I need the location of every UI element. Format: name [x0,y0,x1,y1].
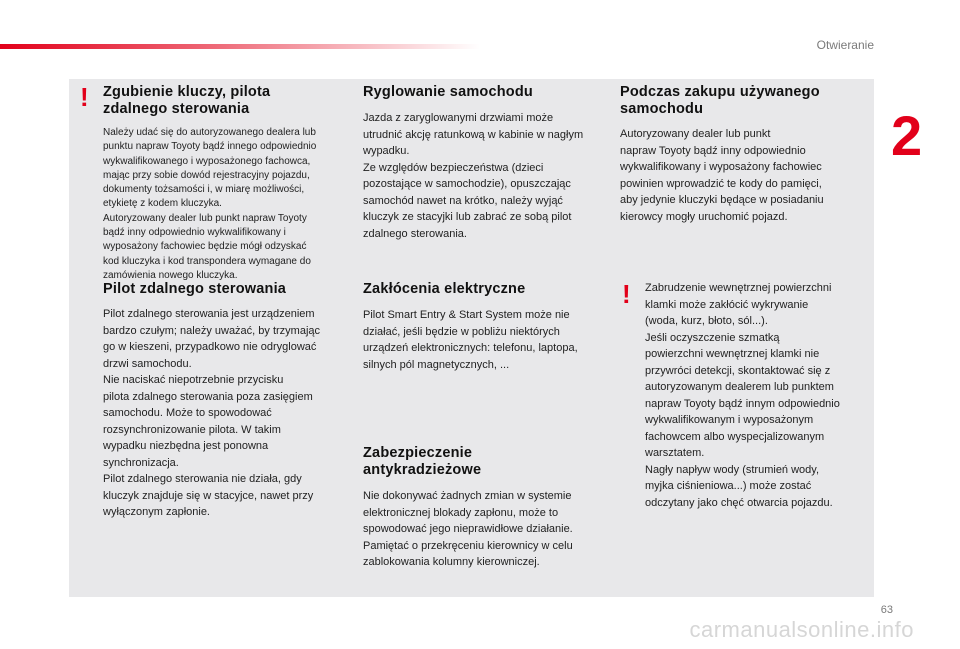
block-text: Pilot zdalnego sterowania jest urządzeniem bardzo czułym; należy uważać, by trzymając go w kieszeni, przypadkowo nie odryglować drzwi samochodu. Nie naciskać niepotrzebnie przycisku pilota zdalnego sterowania poza zasięgiem samochodu. Może to spowodować rozsynchronizowanie pilota. W takim wypadku niezbędna jest ponowna synchronizacja. Pilot zdalnego sterowania nie działa, gdy kluczyk znajduje się w stacyjce, nawet przy wyłączonym zapłonie. [103,308,321,518]
chapter-number: 2 [891,104,923,167]
warning-icon: ! [622,279,631,309]
block-handle-warning [645,280,867,511]
watermark: carmanualsonline.info [689,617,914,642]
block-anti-theft [363,445,613,571]
block-title: Zakłócenia elektryczne [363,281,526,297]
block-title: Ryglowanie samochodu [363,84,533,100]
block-title: Zgubienie kluczy, pilota zdalnego sterowania [103,84,271,117]
block-text: Należy udać się do autoryzowanego dealera lub punktu napraw Toyoty bądź innego odpowiednio wykwalifikowanego i wyposażonego fachowca, mając przy sobie dowód rejestracyjny pojazdu, dokumenty tożsamości i, w miarę możliwości, etykietę z kodem kluczyka. Autoryzowany dealer lub punkt napraw Toyoty bądź inny odpowiednio wykwalifikowany i wyposażony fachowiec będzie mógł odzyskać kod kluczyka i kod transpondera wymagane do zamówienia nowego kluczyka. [103,127,317,281]
block-text: Pilot Smart Entry & Start System może nie działać, jeśli będzie w pobliżu niektórych urządzeń elektronicznych: telefonu, laptopa, silnych pól magnetycznych, ... [363,309,578,371]
block-locking [363,84,613,242]
block-lost-keys [103,84,348,283]
block-title: Podczas zakupu używanego samochodu [620,84,820,117]
block-used-car [620,84,860,225]
header-accent-bar [0,44,480,49]
warning-icon: ! [80,82,89,112]
block-text: Nie dokonywać żadnych zmian w systemie elektronicznej blokady zapłonu, może to spowodować jego nieprawidłowe działanie. Pamiętać o przekręceniu kierownicy w celu zablokowania kolumny kierowniczej. [363,490,573,568]
section-title: Otwieranie [816,38,874,52]
block-text: Autoryzowany dealer lub punkt napraw Toyoty bądź inny odpowiednio wykwalifikowany i wyposażony fachowiec powinien wprowadzić te kody do pamięci, aby jedynie kluczyki będące w posiadaniu kierowcy mogły uruchomić pojazd. [620,128,824,223]
block-title: Pilot zdalnego sterowania [103,281,287,297]
page-number: 63 [880,604,893,616]
block-text: Zabrudzenie wewnętrznej powierzchni klamki może zakłócić wykrywanie (woda, kurz, błoto, sól...). Jeśli oczyszczenie szmatką powierzchni wewnętrznej klamki nie przywróci detekcji, skontaktować się z autoryzowanym dealerem lub punktem napraw Toyoty bądź innym odpowiednio wykwalifikowanym i wyposażonym fachowcem albo wyspecjalizowanym warsztatem. Nagły napływ wody (strumień wody, myjka ciśnieniowa...) może zostać odczytany jako chęć otwarcia pojazdu. [645,282,840,509]
block-text: Jazda z zaryglowanymi drzwiami może utrudnić akcję ratunkową w kabinie w nagłym wypadku. Ze względów bezpieczeństwa (dzieci pozostające w samochodzie), opuszczając samochód nawet na krótko, należy wyjąć kluczyk ze stacyjki lub zabrać ze sobą pilot zdalnego sterowania. [363,112,584,240]
block-remote-control [103,281,353,521]
block-title: Zabezpieczenie antykradzieżowe [363,445,482,478]
block-interference [363,281,613,373]
